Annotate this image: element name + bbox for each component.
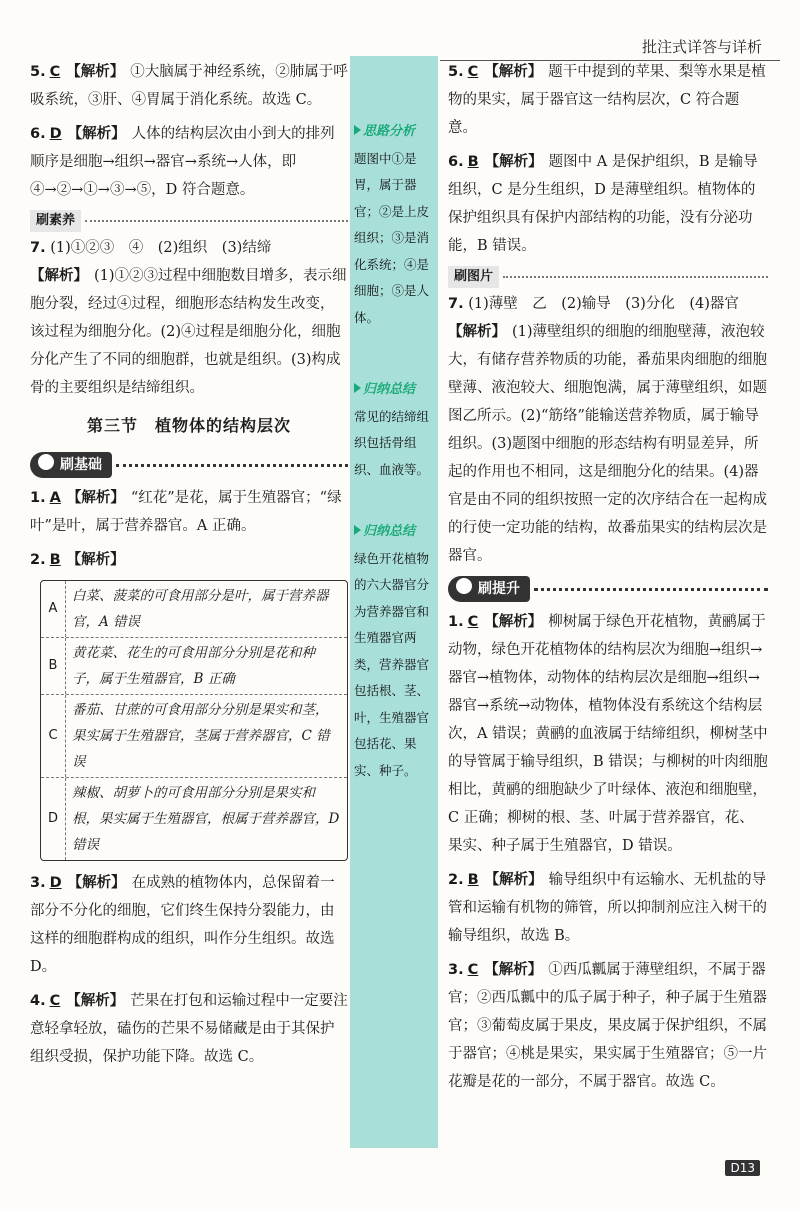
option-row: C 番茄、甘蔗的可食用部分分别是果实和茎，果实属于生殖器官，茎属于营养器官，C 错误 <box>41 695 347 778</box>
answer-item: 4. C 【解析】 芒果在打包和运输过程中一定要注意轻拿轻放，磕伤的芒果不易储藏是由于其保护组织受损，保护功能下降。故选 C。 <box>30 992 348 1065</box>
answer-item: 5. C 【解析】 题干中提到的苹果、梨等水果是植物的果实，属于器官这一结构层次，C 符合题意。 <box>448 63 766 136</box>
section-tab-literacy: 刷素养 <box>30 210 348 232</box>
option-row: A 白菜、菠菜的可食用部分是叶，属于营养器官，A 错误 <box>41 581 347 638</box>
section-badge-advanced: 刷提升 <box>448 576 768 602</box>
arrow-icon <box>354 383 361 393</box>
answer-item: 7. (1)①②③ ④ (2)组织 (3)结缔 【解析】 (1)①②③过程中细胞数目增多，表示细胞分裂，经过④过程，细胞形态结构发生改变，该过程为细胞分化。(2)④过程是细胞分化，细胞分化产生了不同的细胞群，也就是组织。(3)构成骨的主要组织是结缔组织。 <box>30 240 347 396</box>
ball-icon <box>454 576 474 596</box>
option-row: B 黄花菜、花生的可食用部分分别是花和种子，属于生殖器官，B 正确 <box>41 638 347 695</box>
arrow-icon <box>354 125 361 135</box>
answer-item: 2. B 【解析】 <box>30 551 125 568</box>
answer-item: 1. A 【解析】 “红花”是花，属于生殖器官；“绿叶”是叶，属于营养器官。A 正确。 <box>30 489 342 534</box>
option-row: D 辣椒、胡萝卜的可食用部分分别是果实和根，果实属于生殖器官，根属于营养器官，D 错误 <box>41 778 347 860</box>
options-table <box>40 580 348 861</box>
note-summary-1: 归纳总结 常见的结缔组织包括骨组织、血液等。 <box>354 382 430 477</box>
answer-item: 3. C 【解析】 ①西瓜瓤属于薄壁组织，不属于器官；②西瓜瓤中的瓜子属于种子，种子属于生殖器官；③葡萄皮属于果皮，果皮属于保护组织，不属于器官；④桃是果实，果实属于生殖器官；⑤一片花瓣是花的一部分，不属于器官。故选 C。 <box>448 961 767 1090</box>
answer-item: 7. (1)薄壁 乙 (2)输导 (3)分化 (4)器官 【解析】 (1)薄壁组织的细胞的细胞壁薄，液泡较大，有储存营养物质的功能，番茄果肉细胞的细胞壁薄、液泡较大、细胞饱满，属于薄壁组织，如题图乙所示。(2)“筋络”能输送营养物质，属于输导组织。(3)题图中细胞的形态结构有明显差异，所起的作用也不相同，这是细胞分化的结果。(4)器官是由不同的组织按照一定的次序结合在一起构成的行使一定功能的结构，故番茄果实的结构层次是器官。 <box>448 296 767 564</box>
answer-item: 3. D 【解析】 在成熟的植物体内，总保留着一部分不分化的细胞，它们终生保持分裂能力，由这样的细胞群构成的组织，叫作分生组织。故选 D。 <box>30 874 335 975</box>
right-column <box>448 58 768 1102</box>
page-header: 批注式详答与详析 <box>641 38 762 56</box>
page-number: D13 <box>725 1160 760 1176</box>
section-badge-basic: 刷基础 <box>30 452 348 478</box>
chapter-title: 第三节 植物体的结构层次 <box>86 416 291 435</box>
answer-item: 2. B 【解析】 输导组织中有运输水、无机盐的导管和运输有机物的筛管，所以抑制剂应注入树干的输导组织，故选 B。 <box>448 871 767 944</box>
left-column <box>30 58 348 1077</box>
section-tab-images: 刷图片 <box>448 266 768 288</box>
ball-icon <box>36 452 56 472</box>
note-summary-2: 归纳总结 绿色开花植物的六大器官分为营养器官和生殖器官两类，营养器官包括根、茎、叶，生殖器官包括花、果实、种子。 <box>354 524 430 778</box>
note-thinking: 思路分析 题图中①是胃，属于器官；②是上皮组织；③是消化系统；④是细胞；⑤是人体。 <box>354 124 430 325</box>
answer-item: 1. C 【解析】 柳树属于绿色开花植物，黄鹂属于动物，绿色开花植物体的结构层次为细胞→组织→器官→植物体，动物体的结构层次是细胞→组织→器官→系统→动物体，植物体没有系统这个结构层次，A 错误；黄鹂的血液属于结缔组织，柳树茎中的导管属于输导组织，B 错误；与柳树的叶肉细胞相比，黄鹂的细胞缺少了叶绿体、液泡和细胞壁，C 正确；柳树的根、茎、叶属于营养器官，花、果实、种子属于生殖器官，D 错误。 <box>448 613 768 854</box>
answer-item: 6. D 【解析】 人体的结构层次由小到大的排列顺序是细胞→组织→器官→系统→人体，即④→②→①→③→⑤，D 符合题意。 <box>30 125 335 198</box>
answer-item: 5. C 【解析】 ①大脑属于神经系统，②肺属于呼吸系统，③肝、④胃属于消化系统。故选 C。 <box>30 63 348 108</box>
answer-item: 6. B 【解析】 题图中 A 是保护组织，B 是输导组织，C 是分生组织，D 是薄壁组织。植物体的保护组织具有保护内部结构的功能，没有分泌功能，B 错误。 <box>448 153 758 254</box>
arrow-icon <box>354 525 361 535</box>
